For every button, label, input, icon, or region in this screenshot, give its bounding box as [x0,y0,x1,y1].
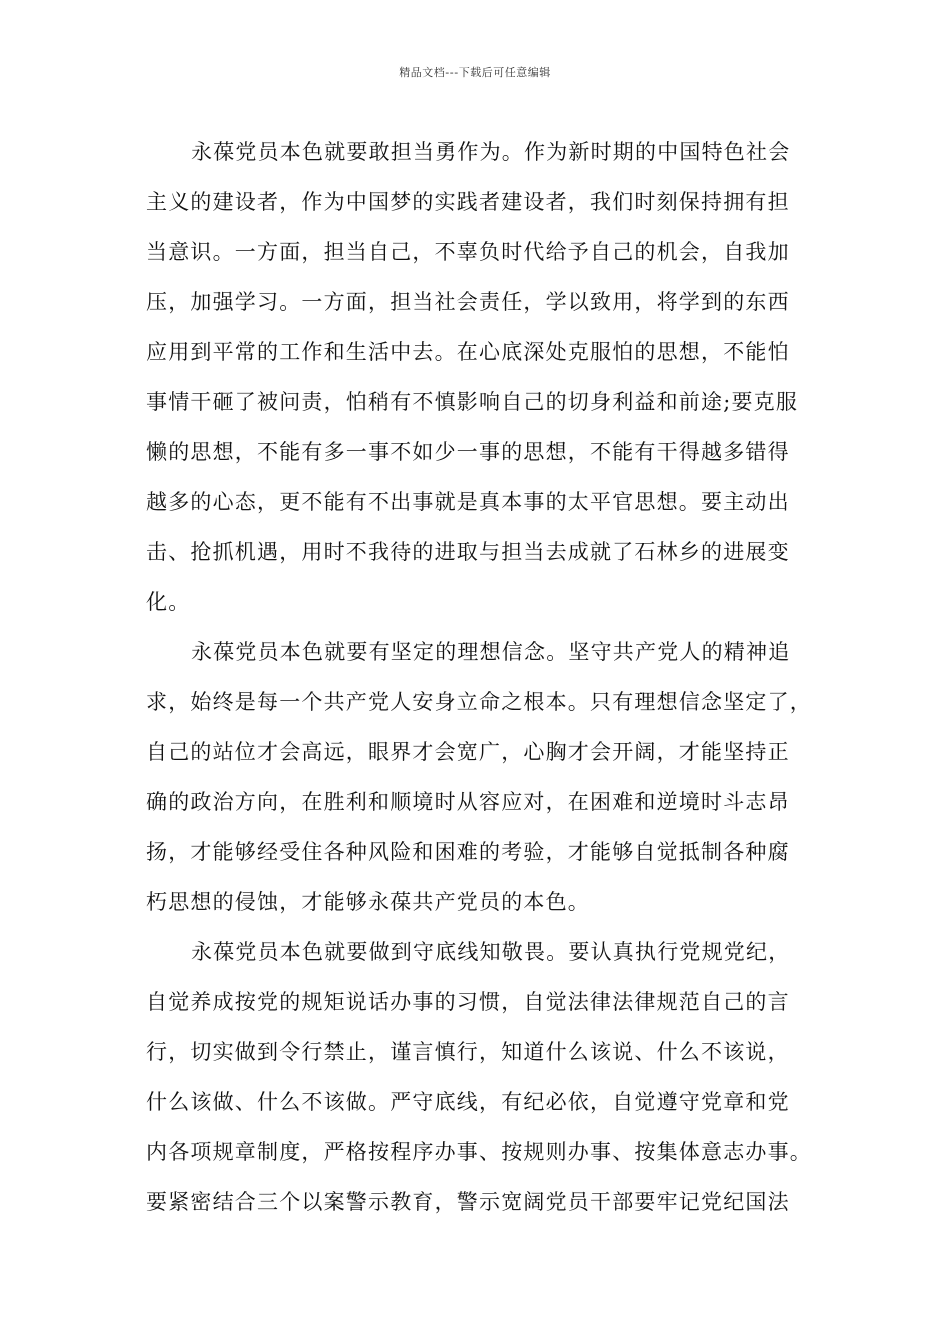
text-line: 自觉养成按党的规矩说话办事的习惯，自觉法律法律规范自己的言 [146,990,790,1014]
text-line: 事情干砸了被问责，怕稍有不慎影响自己的切身利益和前途;要克服 [146,390,799,414]
text-line: 化。 [146,590,191,614]
text-line: 主义的建设者，作为中国梦的实践者建设者，我们时刻保持拥有担 [146,190,790,214]
text-line: 应用到平常的工作和生活中去。在心底深处克服怕的思想，不能怕 [146,340,790,364]
text-line: 永葆党员本色就要有坚定的理想信念。坚守共产党人的精神追 [191,640,791,664]
text-line: 自己的站位才会高远，眼界才会宽广，心胸才会开阔，才能坚持正 [146,740,790,764]
text-line: 击、抢抓机遇，用时不我待的进取与担当去成就了石林乡的进展变 [146,540,790,564]
text-line: 永葆党员本色就要做到守底线知敬畏。要认真执行党规党纪， [191,940,791,964]
text-line: 要紧密结合三个以案警示教育，警示宽阔党员干部要牢记党纪国法 [146,1190,790,1214]
page-header: 精品文档---下载后可任意编辑 [399,66,551,79]
text-line: 内各项规章制度，严格按程序办事、按规则办事、按集体意志办事。 [146,1140,812,1164]
paragraph-3 [146,932,826,1232]
text-line: 当意识。一方面，担当自己，不辜负时代给予自己的机会，自我加 [146,240,790,264]
text-line: 扬，才能够经受住各种风险和困难的考验，才能够自觉抵制各种腐 [146,840,790,864]
text-line: 永葆党员本色就要敢担当勇作为。作为新时期的中国特色社会 [191,140,791,164]
text-line: 朽思想的侵蚀，才能够永葆共产党员的本色。 [146,890,590,914]
text-line: 求，始终是每一个共产党人安身立命之根本。只有理想信念坚定了， [146,690,812,714]
text-line: 确的政治方向，在胜利和顺境时从容应对，在困难和逆境时斗志昂 [146,790,790,814]
text-line: 压，加强学习。一方面，担当社会责任，学以致用，将学到的东西 [146,290,790,314]
text-line: 行，切实做到令行禁止，谨言慎行，知道什么该说、什么不该说， [146,1040,790,1064]
text-line: 懒的思想，不能有多一事不如少一事的思想，不能有干得越多错得 [146,440,790,464]
text-line: 什么该做、什么不该做。严守底线，有纪必依，自觉遵守党章和党 [146,1090,790,1114]
text-line: 越多的心态，更不能有不出事就是真本事的太平官思想。要主动出 [146,490,790,514]
document-body [146,132,826,1232]
paragraph-2 [146,632,826,932]
paragraph-1 [146,132,826,632]
